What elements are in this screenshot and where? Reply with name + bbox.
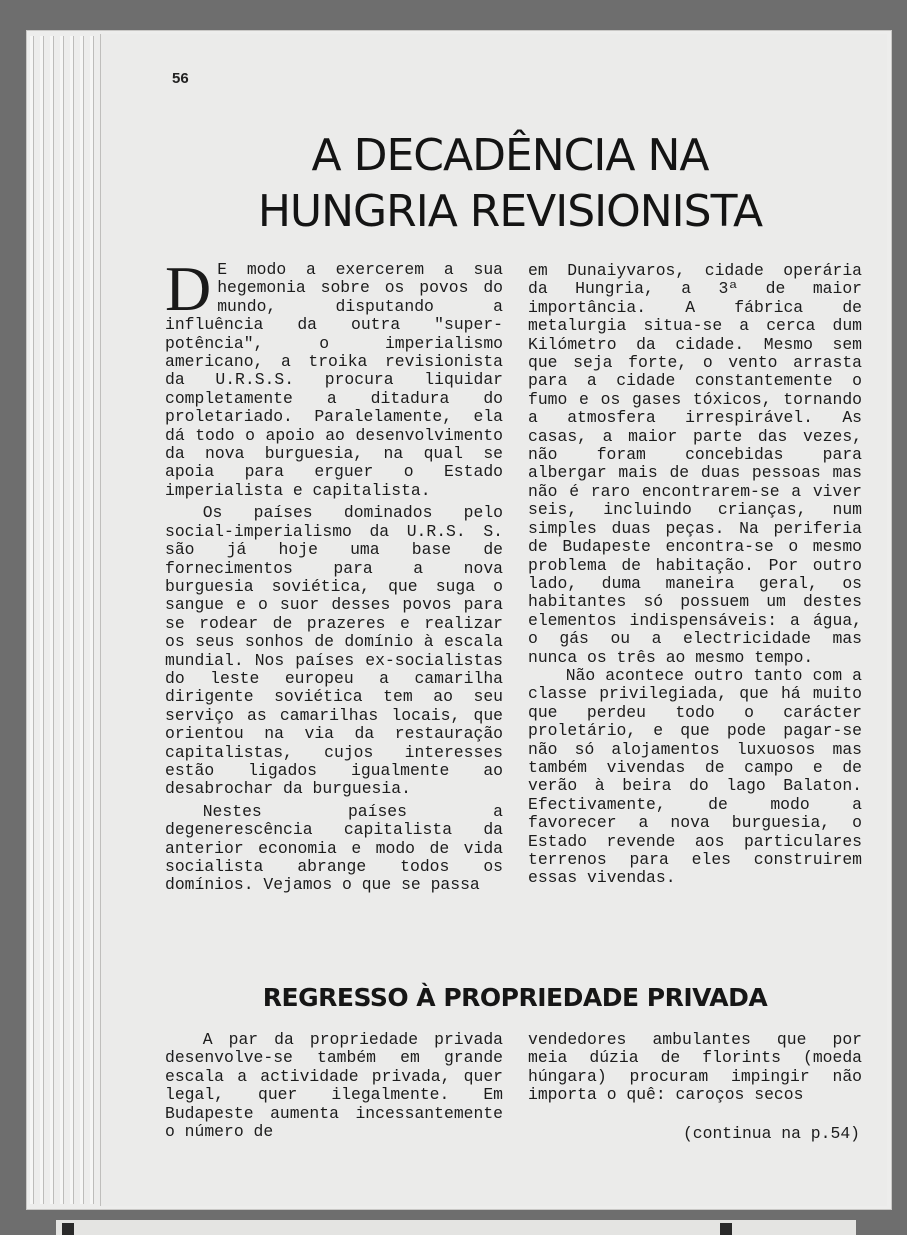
paragraph: Não acontece outro tanto com a classe privilegiada, que há muito que perdeu todo o carácter proletário, e que pode pagar-se não só alojamentos luxuosos mas também vivendas de campo e de verão à beira do lago Balaton. Efectivamente, de modo a favorecer a nova burguesia, o Estado revende aos particulares terrenos para eles construirem essas vivendas. <box>528 665 862 888</box>
paragraph: em Dunaiyvaros, cidade operária da Hungria, a 3ª de maior importância. A fábrica de metalurgia situa-se a cerca dum Kilómetro da cidade. Mesmo sem que seja forte, o vento arrasta para a cidade constantemente o fumo e os gases tóxicos, tornando a atmosfera irrespirável. As casas, a maior parte das vezes, não foram concebidas para albergar mais de duas pessoas mas não é raro encontrarem-se a viver seis, incluindo crianças, num simples duas peças. Na periferia de Budapeste encontra-se o mesmo problema de habitação. Por outro lado, duma maneira geral, os habitantes só possuem um destes elementos indispensáveis: a água, o gás ou a electricidade mas nunca os três ao mesmo tempo. <box>528 261 862 667</box>
color-bar-mark <box>720 1223 732 1235</box>
title-line: HUNGRIA REVISIONISTA <box>257 186 763 237</box>
article-title <box>150 128 870 240</box>
page-edge <box>30 36 34 1204</box>
page-edge <box>80 36 84 1204</box>
paragraph: Os países dominados pelo social-imperialismo da U.R.S. S. são já hoje uma base de fornecimentos para a nova burguesia soviética, que suga o sangue e o suor desses povos para se rodear de prazeres e realizar os seus sonhos de domínio à escala mundial. Nos países ex-socialistas do leste europeu a camarilha dirigente soviética tem ao seu serviço as camarilhas locais, que orientou na via da restauração capitalistas, cujos interesses estão ligados igualmente ao desabrochar da burguesia. <box>165 503 503 799</box>
title-line: A DECADÊNCIA NA <box>311 130 709 181</box>
color-bar-mark <box>62 1223 74 1235</box>
paragraph: D E modo a exercerem a sua hegemonia sobre os povos do mundo, disputando a influência da outra "super-potência", o imperialismo americano, a troika revisionista da U.R.S.S. procura liquidar completamente a ditadura do proletariado. Paralelamente, ela dá todo o apoio ao desenvolvimento da nova burguesia, na qual se apoia para erguer o Estado imperialista e capitalista. <box>165 253 503 500</box>
page-edge <box>90 36 94 1204</box>
text-column-left <box>165 253 503 895</box>
paragraph: A par da propriedade privada desenvolve-se também em grande escala a actividade privada, quer legal, quer ilegalmente. Em Budapeste aumenta incessantemente o número de <box>165 1030 503 1142</box>
next-page-edge <box>56 1220 856 1235</box>
section-heading: REGRESSO À PROPRIEDADE PRIVADA <box>262 983 768 1012</box>
page-edge <box>60 36 64 1204</box>
page-edge <box>50 36 54 1204</box>
paragraph: vendedores ambulantes que por meia dúzia de florints (moeda húngara) procuram impingir não importa o quê: caroços secos <box>528 1030 862 1105</box>
drop-cap: D <box>165 253 212 324</box>
text-column-right <box>528 262 862 888</box>
text-column-right-bottom <box>528 1031 862 1105</box>
page-edge <box>70 36 74 1204</box>
text-column-left-bottom <box>165 1031 503 1141</box>
page-edge <box>40 36 44 1204</box>
continuation-note: (continua na p.54) <box>682 1124 860 1143</box>
page-number: 56 <box>172 70 189 87</box>
paragraph: Nestes países a degenerescência capitalista da anterior economia e modo de vida socialista abrange todos os domínios. Vejamos o que se passa <box>165 801 503 895</box>
